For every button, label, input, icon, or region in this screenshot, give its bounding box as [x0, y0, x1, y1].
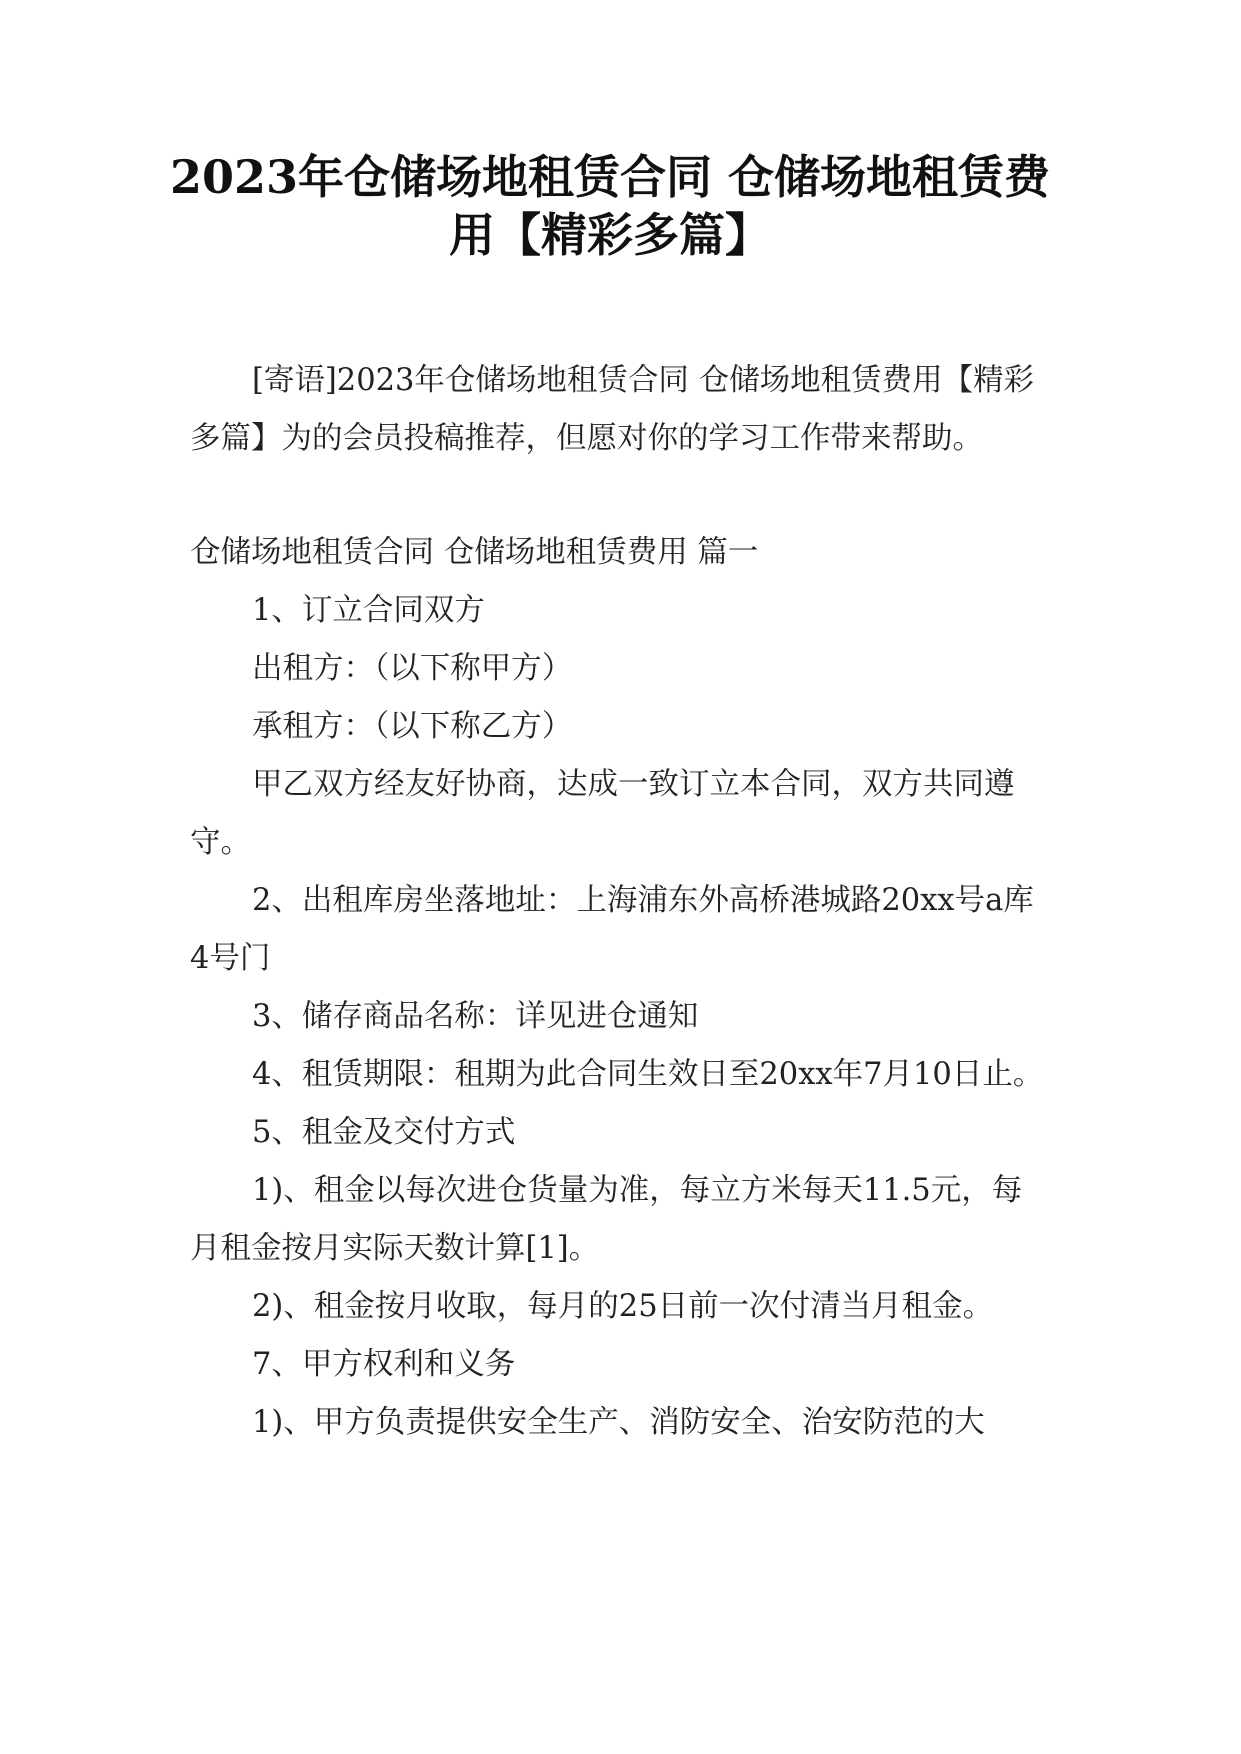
paragraph: 1)、甲方负责提供安全生产、消防安全、治安防范的大 [252, 1405, 985, 1440]
title-line-2: 用【精彩多篇】 [449, 208, 771, 262]
paragraph: 承租方：（以下称乙方） [252, 709, 573, 744]
document-body [190, 352, 1050, 1452]
intro-paragraph: [寄语]2023年仓储场地租赁合同 仓储场地租赁费用【精彩多篇】为的会员投稿推荐，但愿对你的学习工作带来帮助。 [190, 363, 1035, 456]
paragraph: 3、储存商品名称：详见进仓通知 [252, 999, 699, 1034]
paragraph: 1)、租金以每次进仓货量为准，每立方米每天11.5元，每月租金按月实际天数计算[1]。 [190, 1173, 1023, 1266]
paragraph: 5、租金及交付方式 [252, 1115, 516, 1150]
title-line-1: 2023年仓储场地租赁合同 仓储场地租赁费 [169, 150, 1051, 204]
paragraph: 出租方：（以下称甲方） [252, 651, 573, 686]
paragraph: 2、出租库房坐落地址：上海浦东外高桥港城路20xx号a库4号门 [190, 883, 1034, 976]
document-title [160, 148, 1060, 264]
paragraph: 1、订立合同双方 [252, 593, 485, 628]
paragraph: 2)、租金按月收取，每月的25日前一次付清当月租金。 [252, 1289, 994, 1324]
paragraph: 甲乙双方经友好协商，达成一致订立本合同，双方共同遵守。 [190, 767, 1015, 860]
paragraph: 4、租赁期限：租期为此合同生效日至20xx年7月10日止。 [252, 1057, 1044, 1092]
section-heading: 仓储场地租赁合同 仓储场地租赁费用 篇一 [190, 535, 759, 570]
paragraph: 7、甲方权利和义务 [252, 1347, 516, 1382]
